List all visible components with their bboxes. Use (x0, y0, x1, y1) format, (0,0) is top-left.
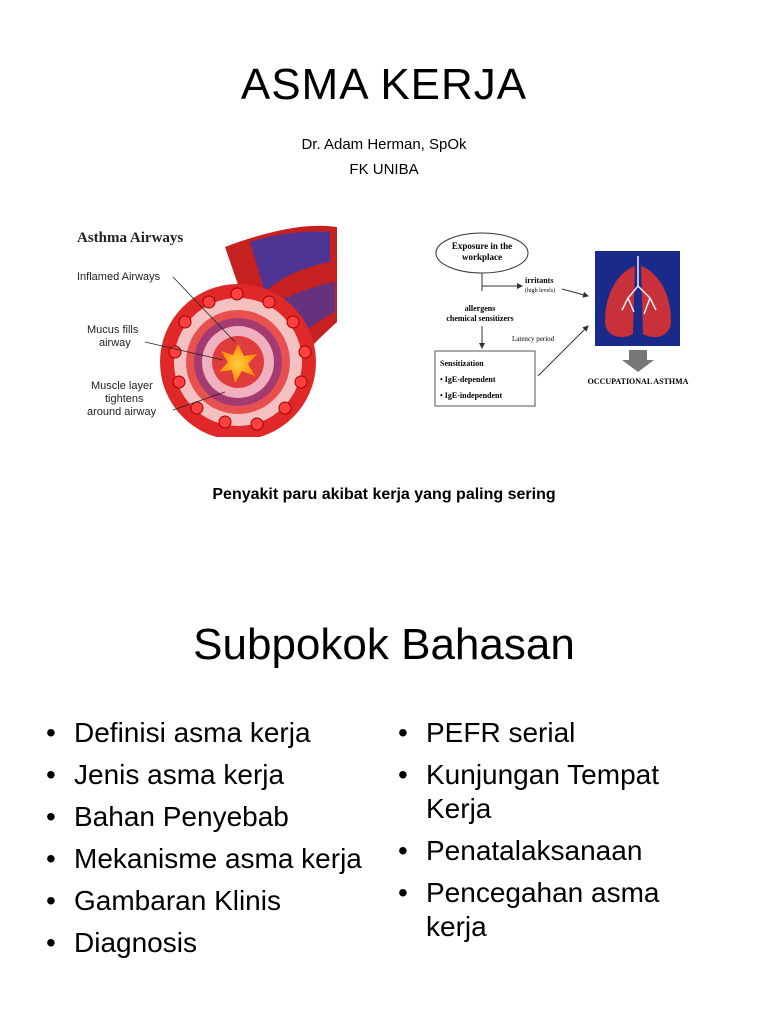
slide-2-title: Subpokok Bahasan (193, 620, 575, 669)
slide-1-caption: Penyakit paru akibat kerja yang paling sering (212, 486, 556, 503)
label-inflamed-airways: Inflamed Airways (77, 271, 161, 283)
topic-label: Kunjungan Tempat Kerja (426, 759, 659, 824)
chemical-sensitizers-label: chemical sensitizers (446, 314, 514, 323)
bullet: • (46, 843, 56, 874)
topic-label: Gambaran Klinis (74, 885, 281, 916)
list-item (44, 758, 364, 792)
airways-heading: Asthma Airways (77, 230, 184, 246)
list-item (396, 716, 726, 750)
label-muscle-2: tightens (105, 393, 144, 405)
bullet: • (46, 885, 56, 916)
topic-label: Penatalaksanaan (426, 835, 643, 866)
latency-period-label: Latency period (512, 335, 555, 343)
topic-label: Definisi asma kerja (74, 717, 311, 748)
topics-right-column (396, 716, 726, 952)
topic-label: Pencegahan asma kerja (426, 877, 660, 942)
occupational-asthma-diagram (430, 226, 710, 411)
allergens-label: allergens (464, 304, 496, 313)
list-item (396, 876, 726, 944)
bullet: • (398, 835, 408, 866)
exposure-label-1: Exposure in the (451, 241, 513, 251)
label-muscle-1: Muscle layer (91, 380, 153, 392)
bullet: • (46, 927, 56, 958)
topic-label: Jenis asma kerja (74, 759, 285, 790)
irritants-sub-label: (high levels) (525, 288, 556, 294)
label-mucus-2: airway (99, 337, 131, 349)
list-item (396, 834, 726, 868)
author-name: Dr. Adam Herman, SpOk (301, 136, 467, 153)
topic-label: PEFR serial (426, 717, 576, 748)
asthma-airways-figure (75, 222, 345, 437)
topic-label: Bahan Penyebab (74, 801, 289, 832)
list-item (44, 842, 364, 876)
affiliation: FK UNIBA (349, 161, 419, 178)
list-item (44, 884, 364, 918)
bullet: • (398, 759, 408, 790)
label-muscle-3: around airway (87, 406, 157, 418)
list-item (44, 800, 364, 834)
bullet: • (46, 801, 56, 832)
slide-2 (0, 580, 768, 1024)
list-item (396, 758, 726, 826)
bullet: • (46, 717, 56, 748)
topics-left-column (44, 716, 364, 968)
list-item (44, 716, 364, 750)
bullet: • (398, 877, 408, 908)
label-mucus-1: Mucus fills (87, 324, 139, 336)
bullet: • (398, 717, 408, 748)
exposure-label-2: workplace (462, 252, 502, 262)
occupational-asthma-label: OCCUPATIONAL ASTHMA (587, 377, 689, 386)
bullet: • (46, 759, 56, 790)
topic-label: Diagnosis (74, 927, 197, 958)
topic-label: Mekanisme asma kerja (74, 843, 362, 874)
list-item (44, 926, 364, 960)
ige-dependent-label: • IgE-dependent (440, 375, 496, 384)
irritants-label: irritants (525, 276, 554, 285)
ige-independent-label: • IgE-independent (440, 391, 503, 400)
slide-1-title: ASMA KERJA (240, 60, 528, 109)
sensitization-label: Sensitization (440, 359, 484, 368)
